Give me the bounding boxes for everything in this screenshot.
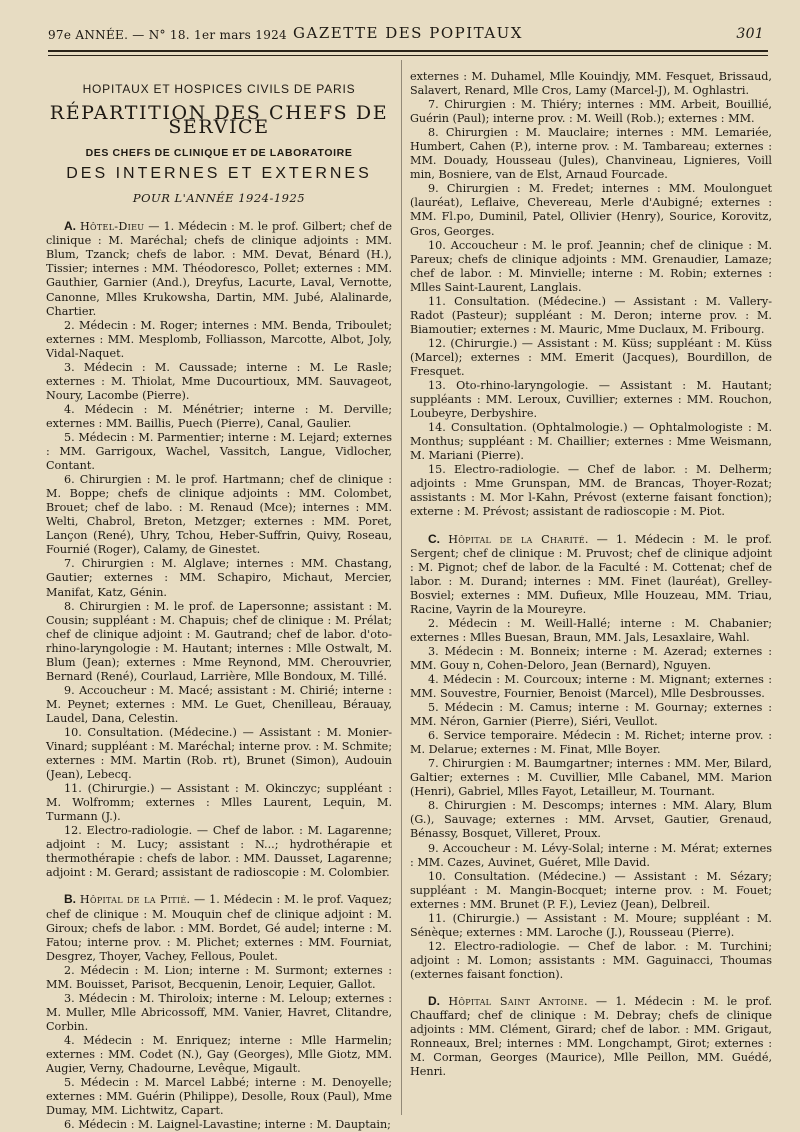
service-paragraph: [410, 98, 772, 126]
article-title: RÉPARTITION DES CHEFS DE SERVICE: [49, 102, 389, 139]
service-paragraph: [46, 684, 392, 726]
service-paragraph: [46, 992, 392, 1034]
paragraph-text: 2. Médecin : M. Lion; interne : M. Surmont; externes : MM. Bouisset, Parisot, Becquenin, Lenoir, Lequier, Gallot.: [46, 963, 392, 991]
publication-title: GAZETTE DES POPITAUX: [293, 24, 523, 42]
service-paragraph: [46, 726, 392, 782]
paragraph-text: 3. Médecin : M. Caussade; interne : M. Le Rasle; externes : M. Thiolat, Mme Ducourtioux, MM. Sauvageot, Noury, Lacombe (Pierre).: [46, 360, 392, 402]
paragraph-text: 5. Médecin : M. Parmentier; interne : M. Lejard; externes : MM. Garrigoux, Wachel, Vassitch, Langue, Vidlocher, Contant.: [46, 430, 392, 473]
paragraph-text: 10. Consultation. (Médecine.) — Assistant : M. Monier-Vinard; suppléant : M. Maréchal; interne prov. : M. Schmite; externes : MM. Martin (Rob. rt), Brunet (Simon), Audouin (Jean), Lebecq.: [46, 725, 392, 782]
service-paragraph: [46, 431, 392, 473]
column-divider: [401, 60, 402, 1115]
service-paragraph: [410, 799, 772, 841]
paragraph-text: 11. (Chirurgie.) — Assistant : M. Moure; suppléant : M. Sénèque; externes : MM. Laroche (J.), Rousseau (Pierre).: [410, 911, 772, 939]
section-letter: D.: [428, 994, 440, 1008]
paragraph-text: 5. Médecin : M. Camus; interne : M. Gournay; externes : MM. Néron, Garnier (Pierre), Siéri, Veullot.: [410, 701, 772, 729]
paragraph-text: . — 1. Médecin : M. le prof. Vaquez; chef de clinique : M. Mouquin chef de clinique adjoint : M. Giroux; chefs de labor. : MM. Bordet, Gé audel; interne : M. Fatou; interne prov. : M. Plichet; externes : MM. Fourniat, Desgrez, Thoyer, Vachey, Fellous, Poulet.: [46, 893, 392, 963]
service-paragraph: [410, 870, 772, 912]
hospital-name: Hôpital de la Charité: [448, 532, 585, 546]
paragraph-text: 4. Médecin : M. Enriquez; interne : Mlle Harmelin; externes : MM. Codet (N.), Gay (Georges), Mlle Giotz, MM. Augier, Verny, Chadourne, Levêque, Migault.: [46, 1033, 392, 1076]
service-paragraph: [410, 673, 772, 701]
paragraph-text: — 1. Médecin : M. le prof. Gilbert; chef de clinique : M. Maréchal; chefs de clinique adjoints : MM. Blum, Tzanck; chefs de labor. : MM. Devat, Bénard (H.), Tissier; internes : MM. Théodoresco, Pollet; externes : MM. Gauthier, Garnier (And.), Dreyfus, Lacurte, Laval, Vernotte, Canonne, Mlles Krukowsha, Dartin, MM. Jubé, Alalinarde, Chartier.: [46, 220, 392, 318]
service-paragraph: [410, 912, 772, 940]
service-paragraph: [410, 379, 772, 421]
service-paragraph: [410, 617, 772, 645]
service-paragraph: [410, 239, 772, 295]
service-paragraph: [46, 824, 392, 880]
left-column: [46, 66, 392, 1132]
service-paragraph: [410, 842, 772, 870]
hospital-name: Hôtel-Dieu: [80, 220, 145, 234]
paragraph-text: 12. Electro-radiologie. — Chef de labor. : M. Lagarenne; adjoint : M. Lucy; assistant : N...; hydrothérapie et thermothérapie : chefs de labor. : MM. Dausset, Lagarenne; adjoint : M. Gerard; assistant de radioscopie : M. Colombier.: [46, 824, 392, 880]
paragraph-text: 13. Oto-rhino-laryngologie. — Assistant : M. Hautant; suppléants : MM. Leroux, Cuvillier; externes : MM. Rouchon, Loubeyre, Derbyshire.: [410, 379, 772, 421]
left-column-body: [46, 219, 392, 1132]
hospital-name: Hôpital Saint Antoine: [448, 995, 584, 1008]
service-paragraph: [46, 319, 392, 361]
service-paragraph: [410, 337, 772, 379]
paragraph-text: 9. Chirurgien : M. Fredet; internes : MM. Moulonguet (lauréat), Leflaive, Chevereau, Merle d'Aubigné; externes : MM. Fl.po, Duminil, Patel, Ollivier (Henry), Sourice, Korovitz, Gros, Georges.: [410, 182, 772, 238]
header-rule-thin: [48, 55, 768, 56]
organization-heading: HOPITAUX ET HOSPICES CIVILS DE PARIS: [82, 82, 356, 96]
service-paragraph: [46, 782, 392, 824]
hospital-name: Hôpital de la Pitié: [79, 893, 187, 907]
paragraph-text: externes : M. Duhamel, Mlle Kouindjy, MM. Fesquet, Brissaud, Salavert, Renard, Mlle Cros, Lamy (Marcel-J), M. Oghlastri.: [410, 70, 772, 98]
paragraph-text: 4. Médecin : M. Ménétrier; interne : M. Derville; externes : MM. Baillis, Puech (Pierre), Canal, Gaulier.: [46, 402, 392, 430]
article-subtitle-2: DES INTERNES ET EXTERNES: [66, 165, 372, 183]
service-paragraph: [410, 645, 772, 673]
paragraph-text: 6. Chirurgien : M. le prof. Hartmann; chef de clinique : M. Boppe; chefs de clinique adjoints : MM. Colombet, Brouet; chef de labo. : M. Renaud (Mce); internes : MM. Welti, Chabrol, Breton, Metzger; externes : MM. Poret, Lançon (René), Uhry, Tchou, Heber-Suffrin, Quivy, Roseau, Fournié (Roger), Calamy, de Ginestet.: [46, 473, 392, 557]
paragraph-text: 10. Consultation. (Médecine.) — Assistant : M. Sézary; suppléant : M. Mangin-Bocquet; interne prov. : M. Fouet; externes : MM. Brunet (P. F.), Leviez (Jean), Delbreil.: [410, 869, 772, 911]
paragraph-text: 8. Chirurgien : M. Descomps; internes : MM. Alary, Blum (G.), Sauvage; externes : MM. Arvset, Gautier, Grenaud, Bénassy, Bosquet, Villeret, Proux.: [410, 799, 772, 841]
paragraph-text: 3. Médecin : M. Bonneix; interne : M. Azerad; externes : MM. Gouy n, Cohen-Deloro, Jean (Bernard), Nguyen.: [410, 644, 772, 672]
issue-line: 97e ANNÉE. — N° 18. 1er mars 1924: [48, 28, 287, 42]
service-paragraph: [410, 757, 772, 799]
section-letter: C.: [428, 531, 440, 546]
paragraph-text: 8. Chirurgien : M. le prof. de Lapersonne; assistant : M. Cousin; suppléant : M. Chapuis; chef de clinique : M. Prélat; chef de clinique adjoint : M. Gautrand; chef de labor. d'oto-rhino-laryngologie : M. Hautant; internes : Mlle Ostwalt, M. Blum (Jean); externes : Mme Reynond, MM. Cherouvrier, Bernard (René), Courlaud, Larrière, Mlle Bondoux, M. Tillé.: [46, 599, 392, 683]
paragraph-text: 6. Médecin : M. Laignel-Lavastine; interne : M. Dauptain;: [64, 1118, 391, 1132]
paragraph-text: 2. Médecin : M. Weill-Hallé; interne : M. Chabanier; externes : Mlles Buesan, Braun, MM. Jals, Lesaxlaire, Wahl.: [410, 616, 772, 644]
running-head: [48, 24, 768, 44]
right-column: [410, 70, 772, 1079]
paragraph-text: . — 1. Médecin : M. le prof. Chauffard; chef de clinique : M. Debray; chefs de clinique adjoints : MM. Clément, Girard; chef de labor. : MM. Grigaut, Ronneaux, Brel; internes : MM. Longchampt, Girot; externes : M. Corman, Georges (Maurice), Mlle Peillon, MM. Guédé, Henri.: [410, 995, 773, 1079]
service-paragraph: [46, 1076, 392, 1118]
service-paragraph: [410, 421, 772, 463]
paragraph-text: 15. Electro-radiologie. — Chef de labor. : M. Delherm; adjoints : Mme Grunspan, MM. de Brancas, Thoyer-Rozat; assistants : M. Mor l-Kahn, Prévost (externe faisant fonction); externe : M. Prévost; assistant de radioscopie : M. Piot.: [410, 463, 772, 519]
service-paragraph: [410, 729, 772, 757]
paragraph-text: 5. Médecin : M. Marcel Labbé; interne : M. Denoyelle; externes : MM. Guérin (Philippe), Desolle, Roux (Paul), Mme Dumay, MM. Lichtwitz, Capart.: [46, 1076, 392, 1118]
service-paragraph: [410, 295, 772, 337]
paragraph-text: . — 1. Médecin : M. le prof. Sergent; chef de clinique : M. Pruvost; chef de clinique adjoint : M. Pignot; chef de labor. de la Faculté : M. Cottenat; chef de labor. : M. Durand; internes : MM. Finet (lauréat), Grelley-Bosviel; externes : MM. Dufieux, Mlle Houzeau, MM. Triau, Racine, Vayrin de la Moureyre.: [410, 532, 772, 616]
service-paragraph: [46, 361, 392, 403]
article-year: POUR L'ANNÉE 1924-1925: [132, 191, 306, 206]
paragraph-text: 14. Consultation. (Ophtalmologie.) — Ophtalmologiste : M. Monthus; suppléant : M. Chaillier; externes : Mme Weismann, M. Mariani (Pierre).: [410, 421, 772, 463]
service-paragraph: [410, 70, 772, 98]
service-paragraph: [46, 403, 392, 431]
hospital-section-paragraph: [46, 892, 392, 963]
service-paragraph: [410, 701, 772, 729]
service-paragraph: [410, 463, 772, 519]
paragraph-text: 6. Service temporaire. Médecin : M. Richet; interne prov. : M. Delarue; externes : M. Finat, Mlle Boyer.: [410, 729, 772, 757]
paragraph-text: 4. Médecin : M. Courcoux; interne : M. Mignant; externes : MM. Souvestre, Fournier, Benoist (Marcel), Mlle Desbrousses.: [410, 672, 772, 701]
service-paragraph: [410, 182, 772, 238]
hospital-section-paragraph: [410, 532, 772, 617]
hospital-section-paragraph: [410, 994, 772, 1079]
article-subtitle-1: DES CHEFS DE CLINIQUE ET DE LABORATOIRE: [85, 147, 353, 160]
service-paragraph: [46, 473, 392, 557]
paragraph-text: 7. Chirurgien : M. Baumgartner; internes : MM. Mer, Bilard, Galtier; externes : M. Cuvillier, Mlle Cabanel, MM. Marion (Henri), Gabriel, Mlles Fayot, Letailleur, M. Tournant.: [410, 757, 772, 799]
paragraph-text: 8. Chirurgien : M. Mauclaire; internes : MM. Lemariée, Humbert, Cahen (P.), interne prov. : M. Tambareau; externes : MM. Douady, Housseau (Jules), Chanvineau, Lignieres, Voill min, Bosniere, van de Elst, Arnaud Fourcade.: [410, 126, 772, 182]
section-letter: A.: [64, 219, 76, 234]
service-paragraph: [410, 126, 772, 182]
service-paragraph: [46, 1034, 392, 1076]
paragraph-text: 10. Accoucheur : M. le prof. Jeannin; chef de clinique : M. Pareux; chefs de clinique adjoints : MM. Grenaudier, Lamaze; chef de labor. : M. Minvielle; interne : M. Robin; externes : Mlles Saint-Laurent, Langlais.: [410, 238, 772, 294]
section-letter: B.: [64, 892, 76, 907]
service-paragraph: [46, 964, 392, 992]
service-paragraph: [46, 557, 392, 599]
paragraph-text: 9. Accoucheur : M. Lévy-Solal; interne : M. Mérat; externes : MM. Cazes, Auvinet, Guéret, Mlle David.: [410, 841, 772, 869]
paragraph-text: 9. Accoucheur : M. Macé; assistant : M. Chirié; interne : M. Peynet; externes : MM. Le Guet, Chenilleau, Bérauay, Laudel, Dana, Celestin.: [46, 683, 392, 725]
right-column-body: [410, 70, 772, 1079]
paragraph-text: 7. Chirurgien : M. Thiéry; internes : MM. Arbeit, Bouillié, Guérin (Paul); interne prov. : M. Weill (Rob.); externes : MM.: [410, 98, 772, 126]
page-number: 301: [736, 26, 764, 42]
service-paragraph: [46, 600, 392, 684]
hospital-section-paragraph: [46, 219, 392, 318]
paragraph-text: 3. Médecin : M. Thiroloix; interne : M. Leloup; externes : M. Muller, Mlle Abricossoff, MM. Vanier, Havret, Clitandre, Corbin.: [46, 991, 392, 1033]
paragraph-text: 12. (Chirurgie.) — Assistant : M. Küss; suppléant : M. Küss (Marcel); externes : MM. Emerit (Jacques), Bourdillon, de Fresquet.: [410, 336, 772, 378]
paragraph-text: 12. Electro-radiologie. — Chef de labor. : M. Turchini; adjoint : M. Lomon; assistants : MM. Gaguinacci, Thoumas (externes faisant fonction).: [410, 939, 772, 981]
service-paragraph: [410, 940, 772, 982]
paragraph-text: 2. Médecin : M. Roger; internes : MM. Benda, Triboulet; externes : MM. Mesplomb, Folliasson, Marcotte, Albot, Joly, Vidal-Naquet.: [46, 318, 392, 360]
paragraph-text: 11. (Chirurgie.) — Assistant : M. Okinczyc; suppléant : M. Wolfromm; externes : Mlles Laurent, Lequin, M. Turmann (J.).: [46, 782, 392, 824]
service-paragraph: [46, 1118, 392, 1132]
header-rule-thick: [48, 50, 768, 52]
paragraph-text: 7. Chirurgien : M. Alglave; internes : MM. Chastang, Gautier; externes : MM. Schapiro, Michaut, Mercier, Manifat, Katz, Génin.: [46, 557, 392, 599]
paragraph-text: 11. Consultation. (Médecine.) — Assistant : M. Vallery-Radot (Pasteur); suppléant : M. Deron; interne prov. : M. Biamoutier; externes : M. Mauric, Mme Duclaux, M. Fribourg.: [410, 294, 772, 336]
